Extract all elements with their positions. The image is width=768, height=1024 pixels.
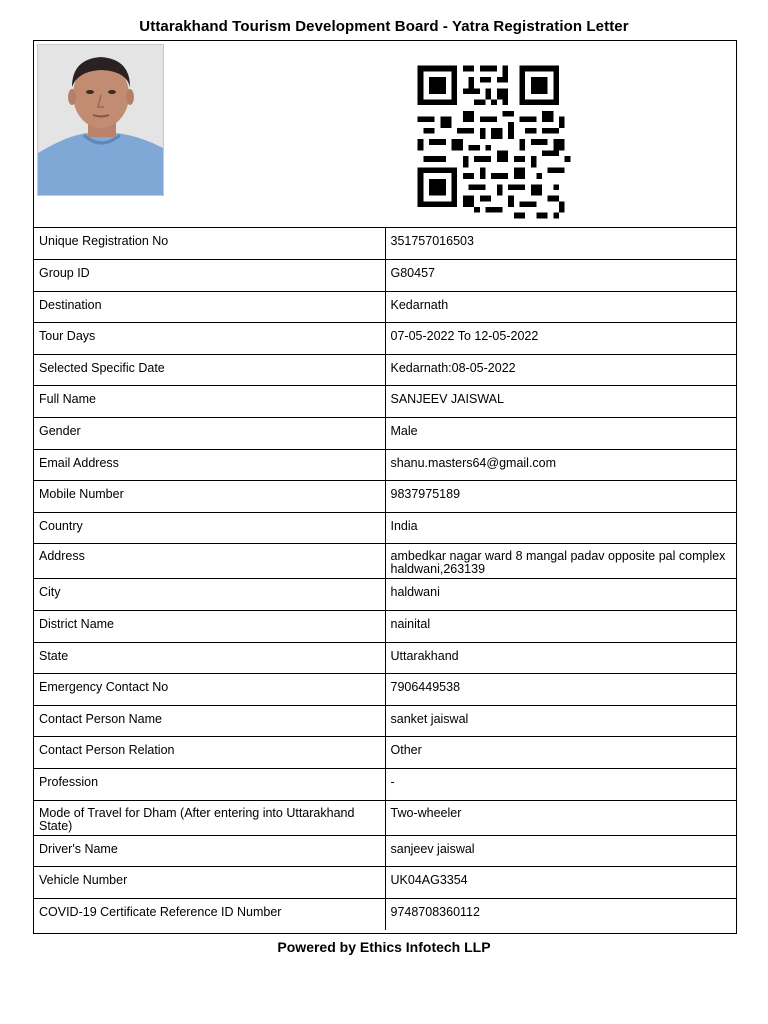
document-title: Uttarakhand Tourism Development Board - Yatra Registration Letter [139,18,629,35]
field-value: sanjeev jaiswal [385,835,736,867]
field-label: Driver's Name [34,835,385,867]
field-value: shanu.masters64@gmail.com [385,449,736,481]
field-label: District Name [34,611,385,643]
table-row [34,737,736,769]
field-value: SANJEEV JAISWAL [385,386,736,418]
qr-code-icon [410,60,578,224]
table-row [34,769,736,801]
field-label: State [34,642,385,674]
table-row [34,835,736,867]
field-label: Mobile Number [34,481,385,513]
field-label: Email Address [34,449,385,481]
field-label: Gender [34,418,385,450]
field-label: Contact Person Relation [34,737,385,769]
field-label: Selected Specific Date [34,354,385,386]
field-label: Destination [34,291,385,323]
table-row [34,898,736,930]
table-row [34,354,736,386]
field-label: Emergency Contact No [34,674,385,706]
table-row [34,481,736,513]
field-value: 9748708360112 [385,898,736,930]
table-row [34,800,736,835]
field-label: Group ID [34,260,385,292]
field-value: 9837975189 [385,481,736,513]
table-row [34,323,736,355]
field-label: Mode of Travel for Dham (After entering into Uttarakhand State) [34,800,385,835]
field-label: COVID-19 Certificate Reference ID Number [34,898,385,930]
table-row [34,260,736,292]
field-value: Two-wheeler [385,800,736,835]
registration-frame [33,40,737,934]
table-row [34,611,736,643]
field-value: G80457 [385,260,736,292]
field-label: Country [34,512,385,544]
footer-credit: Powered by Ethics Infotech LLP [277,939,491,955]
field-label: Vehicle Number [34,867,385,899]
field-label: City [34,579,385,611]
applicant-photo [37,44,164,196]
field-value: haldwani [385,579,736,611]
table-row [34,642,736,674]
field-label: Tour Days [34,323,385,355]
field-value: India [385,512,736,544]
field-value: - [385,769,736,801]
field-label: Contact Person Name [34,705,385,737]
table-row [34,228,736,260]
table-row [34,449,736,481]
table-row [34,867,736,899]
field-value: Other [385,737,736,769]
header-box [34,41,736,228]
field-label: Address [34,544,385,579]
field-value: UK04AG3354 [385,867,736,899]
field-value: nainital [385,611,736,643]
table-row [34,386,736,418]
table-row [34,512,736,544]
field-value: 07-05-2022 To 12-05-2022 [385,323,736,355]
field-value: Male [385,418,736,450]
field-value: 7906449538 [385,674,736,706]
field-label: Profession [34,769,385,801]
table-row [34,579,736,611]
field-value: ambedkar nagar ward 8 mangal padav opposite pal complex haldwani,263139 [385,544,736,579]
field-value: Uttarakhand [385,642,736,674]
table-row [34,674,736,706]
table-row [34,544,736,579]
field-value: Kedarnath:08-05-2022 [385,354,736,386]
field-value: Kedarnath [385,291,736,323]
qr-code [410,60,578,224]
table-row [34,705,736,737]
field-label: Full Name [34,386,385,418]
table-row [34,291,736,323]
table-row [34,418,736,450]
field-value: 351757016503 [390,234,474,248]
registration-details-table [34,228,736,930]
field-label: Unique Registration No [34,228,385,260]
field-value: sanket jaiswal [385,705,736,737]
